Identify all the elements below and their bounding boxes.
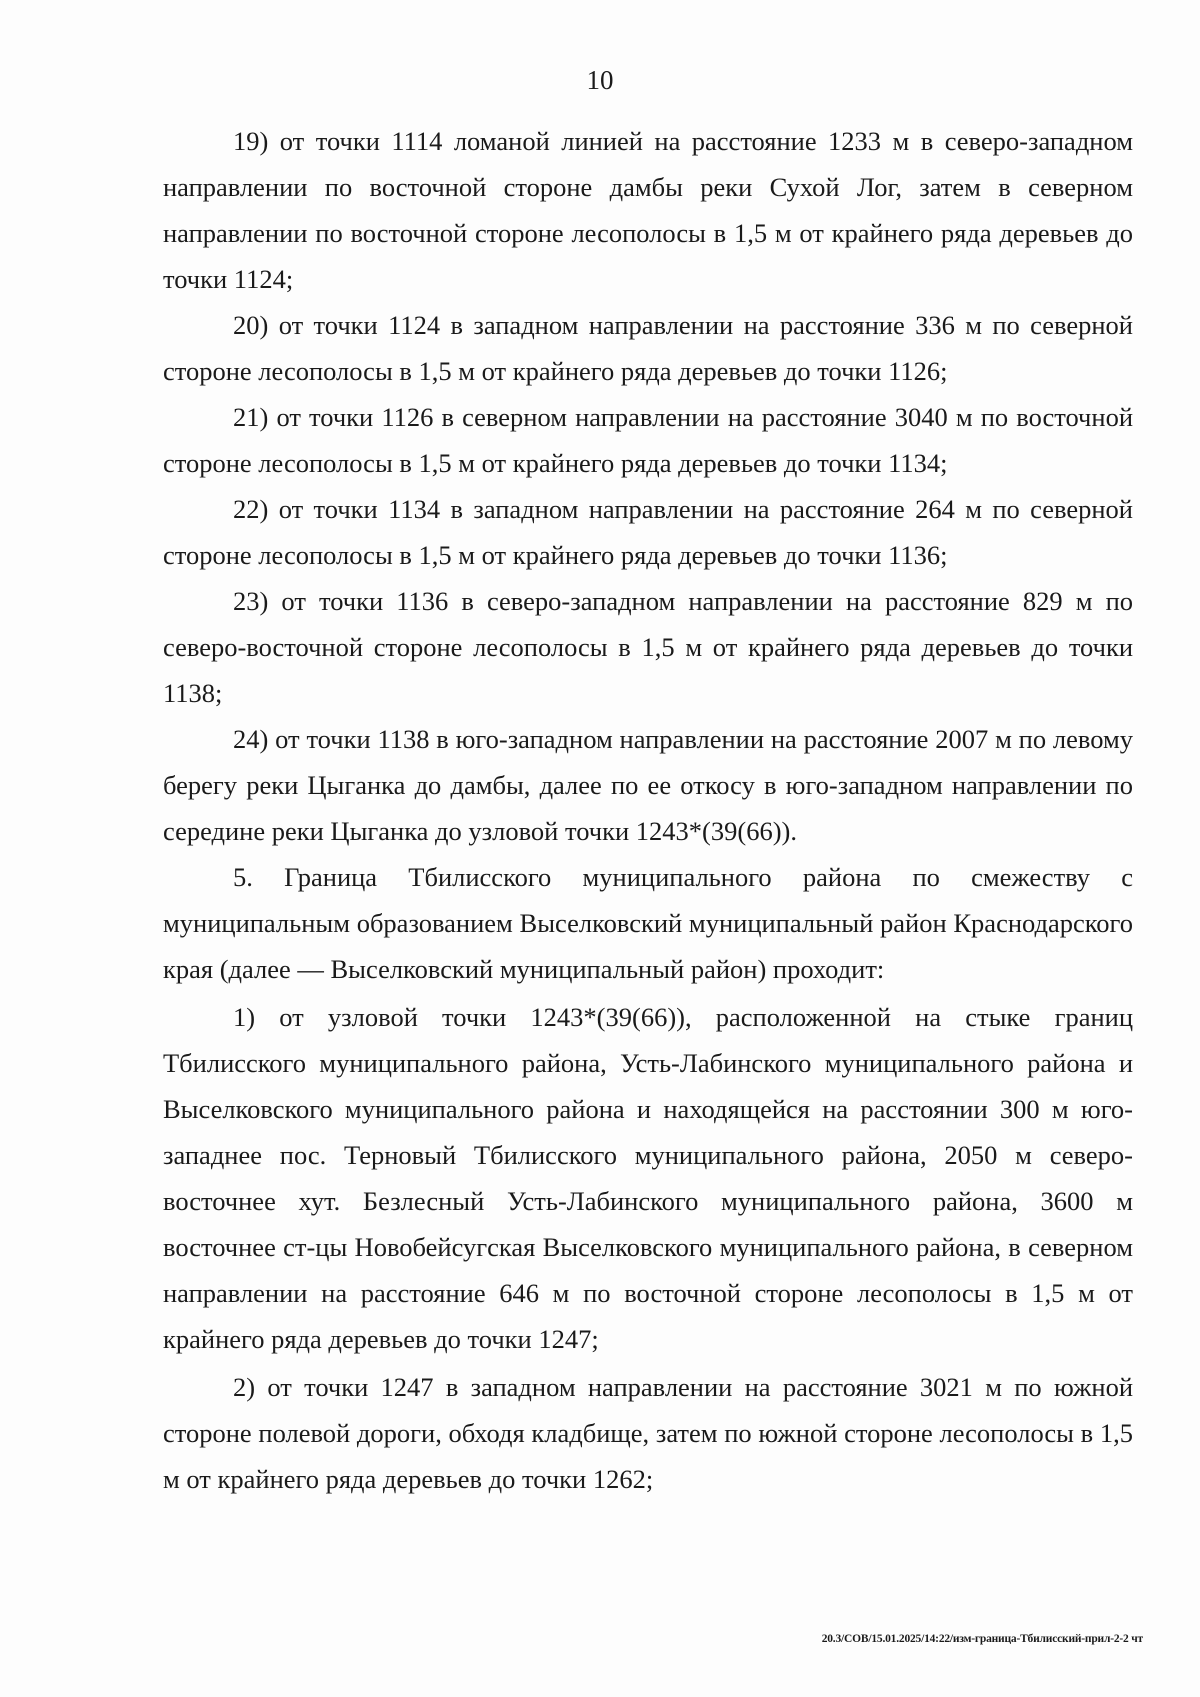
footer-document-code: 20.3/СОВ/15.01.2025/14:22/изм-граница-Тбилисский-прил-2-2 чт [821,1633,1143,1645]
paragraph-item-1: 1) от узловой точки 1243*(39(66)), расположенной на стыке границ Тбилисского муниципального района, Усть-Лабинского муниципального района и Выселковского муниципального района и находящейся на расстоянии 300 м юго-западнее пос. Терновый Тбилисского муниципального района, 2050 м северо-восточнее хут. Безлесный Усть-Лабинского муниципального района, 3600 м восточнее ст-цы Новобейсугская Выселковского муниципального района, в северном направлении на расстояние 646 м по восточной стороне лесополосы в 1,5 м от крайнего ряда деревьев до точки 1247; [163,1002,1133,1354]
paragraph-item-24: 24) от точки 1138 в юго-западном направлении на расстояние 2007 м по левому берегу реки Цыганка до дамбы, далее по ее откосу в юго-западном направлении по середине реки Цыганка до узловой точки 1243*(39(66)). [163,724,1133,846]
paragraph-item-2: 2) от точки 1247 в западном направлении на расстояние 3021 м по южной стороне полевой дороги, обходя кладбище, затем по южной стороне лесополосы в 1,5 м от крайнего ряда деревьев до точки 1262; [163,1372,1133,1494]
document-body [163,118,1133,1502]
paragraph-item-19: 19) от точки 1114 ломаной линией на расстояние 1233 м в северо-западном направлении по восточной стороне дамбы реки Сухой Лог, затем в северном направлении по восточной стороне лесополосы в 1,5 м от крайнего ряда деревьев до точки 1124; [163,126,1133,294]
paragraph-item-21: 21) от точки 1126 в северном направлении на расстояние 3040 м по восточной стороне лесополосы в 1,5 м от крайнего ряда деревьев до точки 1134; [163,402,1133,478]
paragraph-item-20: 20) от точки 1124 в западном направлении на расстояние 336 м по северной стороне лесополосы в 1,5 м от крайнего ряда деревьев до точки 1126; [163,310,1133,386]
paragraph-item-22: 22) от точки 1134 в западном направлении на расстояние 264 м по северной стороне лесополосы в 1,5 м от крайнего ряда деревьев до точки 1136; [163,494,1133,570]
paragraph-section-5: 5. Граница Тбилисского муниципального района по смежеству с муниципальным образованием Выселковский муниципальный район Краснодарского края (далее — Выселковский муниципальный район) проходит: [163,862,1133,984]
page-number: 10 [586,65,614,95]
paragraph-item-23: 23) от точки 1136 в северо-западном направлении на расстояние 829 м по северо-восточной стороне лесополосы в 1,5 м от крайнего ряда деревьев до точки 1138; [163,586,1133,708]
